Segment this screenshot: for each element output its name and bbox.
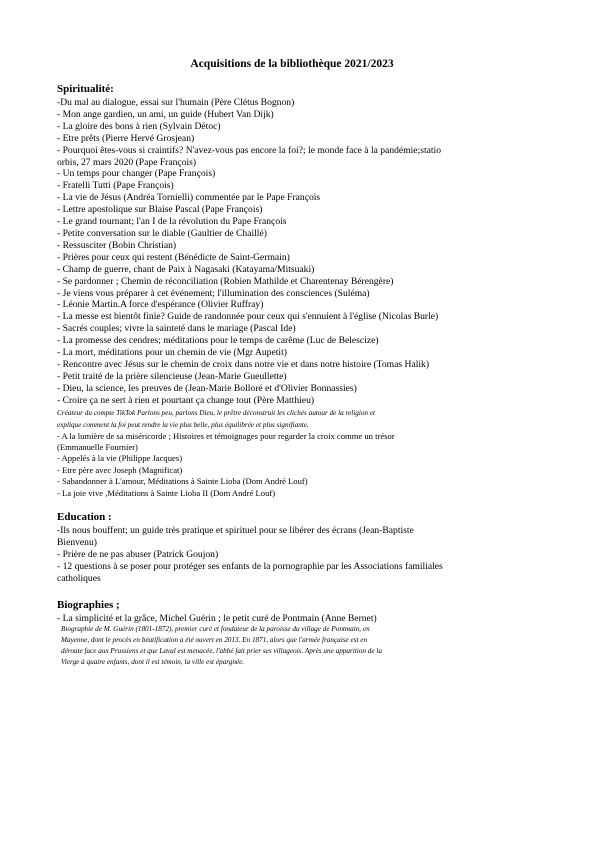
list-item: - La messe est bientôt finie? Guide de randonnée pour ceux qui s'ennuient à l'église (Nicolas Burle): [57, 311, 439, 323]
list-item: orbis, 27 mars 2020 (Pape François): [57, 156, 197, 168]
list-item: - Prière de ne pas abuser (Patrick Goujon): [57, 548, 219, 560]
list-item: - Le grand tournant; l'an I de la révolution du Pape François: [57, 216, 287, 228]
section-heading: Spiritualité:: [57, 83, 114, 95]
book-note: [57, 407, 527, 431]
book-list: [57, 97, 527, 407]
list-item: - A la lumière de sa miséricorde ; Histoires et témoignages pour regarder la croix comme un trésor: [57, 430, 395, 441]
list-item: - Croire ça ne sert à rien et pourtant ça change tout (Père Matthieu): [57, 394, 315, 406]
list-item: - Prières pour ceux qui restent (Bénédicte de Saint-Germain): [57, 251, 290, 263]
list-item: - Champ de guerre, chant de Paix à Nagasaki (Katayama/Mitsuaki): [57, 263, 315, 275]
list-item: - Je viens vous préparer à cet événement; l'illumination des consciences (Suléma): [57, 287, 370, 299]
book-list: [57, 431, 527, 499]
list-item: - Léonie Martin.A force d'espérance (Olivier Ruffray): [57, 299, 264, 311]
list-item: - La vie de Jésus (Andréa Tornielli) commentée par le Pape François: [57, 192, 321, 204]
list-item: - Appelés à la vie (Philippe Jacques): [57, 453, 183, 464]
list-item: - Petite conversation sur le diable (Gaultier de Chaillé): [57, 227, 267, 239]
list-item: - La gloire des bons à rien (Sylvain Détoc): [57, 120, 221, 132]
list-item: - Se pardonner ; Chemin de réconciliation (Robien Mathilde et Charentenay Bérengère): [57, 275, 394, 287]
list-item: catholiques: [57, 572, 101, 584]
list-item: - La simplicité et la grâce, Michel Guérin ; le petit curé de Pontmain (Anne Bernet): [57, 612, 377, 624]
note-line: Vierge à quatre enfants, dont il est témoin, la ville est épargnée.: [61, 658, 245, 667]
list-item: - La mort, méditations pour un chemin de vie (Mgr Aupetit): [57, 347, 287, 359]
note-line: explique comment la foi peut rendre la vie plus belle, plus équilibrée et plus signifiante.: [57, 420, 309, 429]
list-item: (Emmanuelle Fournier): [57, 441, 138, 452]
section-spiritualite: [57, 83, 527, 499]
section-heading: Education :: [57, 511, 112, 523]
list-item: Bienvenu): [57, 536, 97, 548]
document-page: [57, 57, 527, 676]
list-item: - Etre père avec Joseph (Magnificat): [57, 464, 183, 475]
list-item: - Lettre apostolique sur Blaise Pascal (Pape François): [57, 204, 263, 216]
section-heading: Biographies ;: [57, 598, 120, 611]
list-item: - Pourquoi êtes-vous si craintifs? N'avez-vous pas encore la foi?; le monde face à la pandémie;statio: [57, 144, 442, 156]
list-item: - Petit traité de la prière silencieuse (Jean-Marie Gueullette): [57, 370, 287, 382]
list-item: - Mon ange gardien, un ami, un guide (Hubert Van Dijk): [57, 108, 274, 120]
list-item: - Dieu, la science, les preuves de (Jean-Marie Bolloré et d'Olivier Bonnassies): [57, 382, 357, 394]
list-item: - Sabandonner à L'amour, Méditations à Sainte Lioba (Dom André Louf): [57, 476, 308, 487]
note-line: Biographie de M. Guérin (1801-1872), premier curé et fondateur de la paroisse du village de Pontmain, en: [61, 625, 370, 634]
section-education: [57, 511, 527, 585]
book-list: [57, 525, 527, 585]
section-biographies: [57, 599, 527, 669]
list-item: - Etre prêts (Pierre Hervé Grosjean): [57, 132, 195, 144]
note-line: Mayenne, dont le procès en béatification a été ouvert en 2013. En 1871, alors que l'armée française est en: [61, 636, 368, 645]
list-item: - Rencontre avec Jésus sur le chemin de croix dans notre vie et dans notre histoire (Tomas Halik): [57, 358, 430, 370]
list-item: -Ils nous bouffent; un guide très pratique et spirituel pour se libérer des écrans (Jean-Baptiste: [57, 525, 414, 536]
book-list: [57, 613, 527, 625]
list-item: -Du mal au dialogue, essai sur l'humain (Père Clétus Bognon): [57, 97, 295, 108]
list-item: - Un temps pour changer (Pape François): [57, 168, 216, 180]
list-item: - Sacrés couples; vivre la sainteté dans le mariage (Pascal Ide): [57, 323, 296, 335]
list-item: - Ressusciter (Bobin Christian): [57, 239, 177, 251]
list-item: - La joie vive ,Méditations à Sainte Lioba II (Dom André Louf): [57, 487, 276, 498]
list-item: - 12 questions à se poser pour protéger ses enfants de la pornographie par les Associations familiales: [57, 560, 443, 572]
page-title: Acquisitions de la bibliothèque 2021/2023: [190, 58, 394, 70]
list-item: - La promesse des cendres; méditations pour le temps de carême (Luc de Belescize): [57, 335, 379, 347]
book-note: [57, 624, 527, 668]
note-line: Créateur du compte TikTok Parlons peu, parlons Dieu, le prêtre déconstruit les clichés autour de la religion et: [57, 408, 376, 417]
list-item: - Fratelli Tutti (Pape François): [57, 180, 174, 192]
note-line: déroute face aux Prussiens et que Laval est menacée, l'abbé fait prier ses villageois. Après une apparition de la: [61, 647, 382, 656]
